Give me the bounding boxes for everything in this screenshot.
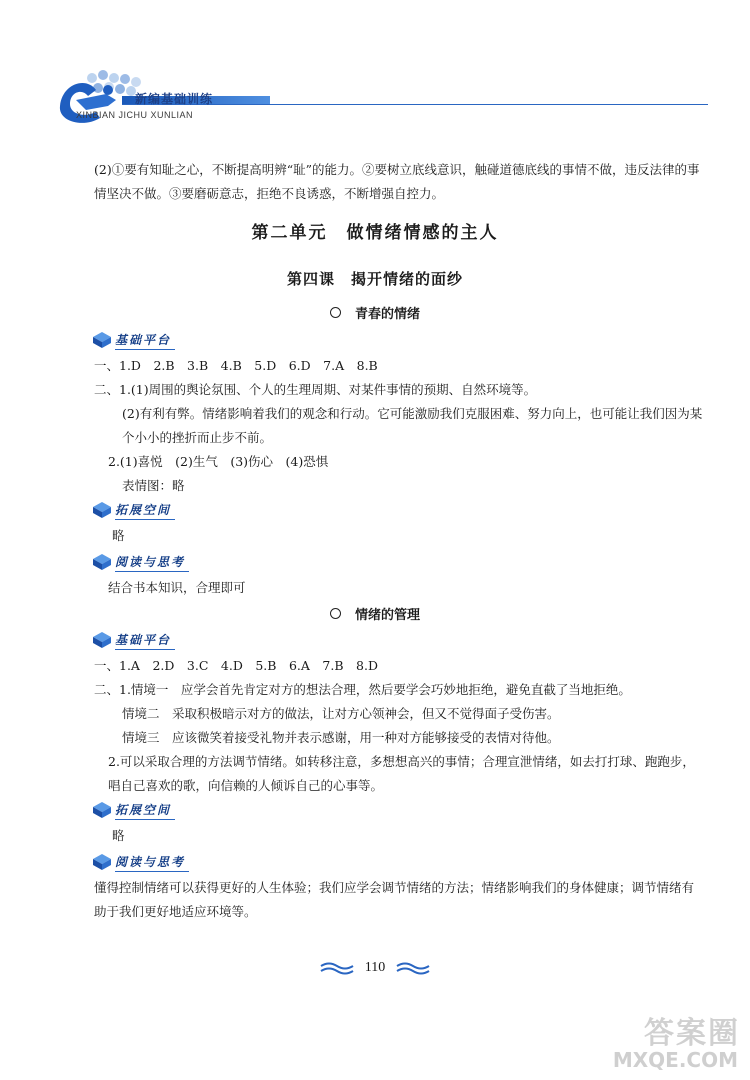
badge-label: 拓展空间 — [115, 801, 175, 820]
wave-ornament-icon — [320, 961, 354, 975]
answer-line: 情境二 采取积极暗示对方的做法，让对方心领神会，但又不觉得面子受伤害。 — [122, 706, 560, 721]
badge-read-1 — [92, 552, 189, 572]
answer-line: (2)有利有弊。情绪影响着我们的观念和行动。它可能激励我们克服困难、努力向上，也可能让我们因为某个小小的挫折而止步不前。 — [122, 406, 703, 445]
answer-line: 略 — [112, 528, 125, 543]
wave-ornament-icon — [396, 961, 430, 975]
answer-line: 2.(1)喜悦 (2)生气 (3)伤心 (4)恐惧 — [108, 454, 329, 469]
badge-basic-1 — [92, 330, 175, 350]
answer-line: 懂得控制情绪可以获得更好的人生体验；我们应学会调节情绪的方法；情绪影响我们的身体健康；调节情绪有助于我们更好地适应环境等。 — [94, 880, 695, 919]
section-title-2: 情绪的管理 — [0, 604, 750, 623]
answer-line: 2.可以采取合理的方法调节情绪。如转移注意，多想想高兴的事情；合理宣泄情绪，如去打打球、跑跑步，唱自己喜欢的歌，向信赖的人倾诉自己的心事等。 — [108, 754, 695, 793]
answer-line: 情境三 应该微笑着接受礼物并表示感谢，用一种对方能够接受的表情对待他。 — [122, 730, 560, 745]
badge-label: 基础平台 — [115, 331, 175, 350]
answer-line: 表情图：略 — [122, 478, 185, 493]
cube-icon — [92, 331, 112, 349]
answer-line: 二、1.情境一 应学会首先肯定对方的想法合理，然后要学会巧妙地拒绝，避免直截了当地拒绝。 — [94, 682, 631, 697]
series-subtitle: XINBIAN JICHU XUNLIAN — [76, 110, 194, 120]
cube-icon — [92, 801, 112, 819]
answer-line: 一、1.D 2.B 3.B 4.B 5.D 6.D 7.A 8.B — [94, 358, 378, 373]
continued-answer-paragraph: (2)①要有知耻之心，不断提高明辨“耻”的能力。②要树立底线意识，触碰道德底线的事情不做，违反法律的事情坚决不做。③要磨砺意志，拒绝不良诱惑，不断增强自控力。 — [94, 162, 700, 201]
circle-bullet-icon — [330, 307, 341, 318]
answer-line: 结合书本知识，合理即可 — [108, 580, 246, 595]
section-title-1: 青春的情绪 — [0, 303, 750, 322]
watermark-logo: 答案圈 — [644, 1016, 740, 1051]
cube-icon — [92, 501, 112, 519]
answer-line: 略 — [112, 828, 125, 843]
badge-label: 阅读与思考 — [115, 553, 189, 572]
circle-bullet-icon — [330, 608, 341, 619]
answer-line: 一、1.A 2.D 3.C 4.D 5.B 6.A 7.B 8.D — [94, 658, 378, 673]
badge-read-2 — [92, 852, 189, 872]
page-number: 110 — [364, 959, 386, 975]
cube-icon — [92, 631, 112, 649]
badge-label: 基础平台 — [115, 631, 175, 650]
badge-label: 阅读与思考 — [115, 853, 189, 872]
lesson-title: 第四课 揭开情绪的面纱 — [286, 270, 463, 288]
watermark-url: MXQE.COM — [612, 1048, 738, 1072]
series-title: 新编基础训练 — [135, 92, 214, 106]
badge-label: 拓展空间 — [115, 501, 175, 520]
unit-title: 第二单元 做情绪情感的主人 — [251, 223, 499, 243]
page-footer — [0, 957, 750, 976]
answer-line: 二、1.(1)周围的舆论氛围、个人的生理周期、对某件事情的预期、自然环境等。 — [94, 382, 537, 397]
cube-icon — [92, 853, 112, 871]
badge-expand-1 — [92, 500, 175, 520]
cube-icon — [92, 553, 112, 571]
badge-expand-2 — [92, 800, 175, 820]
badge-basic-2 — [92, 630, 175, 650]
